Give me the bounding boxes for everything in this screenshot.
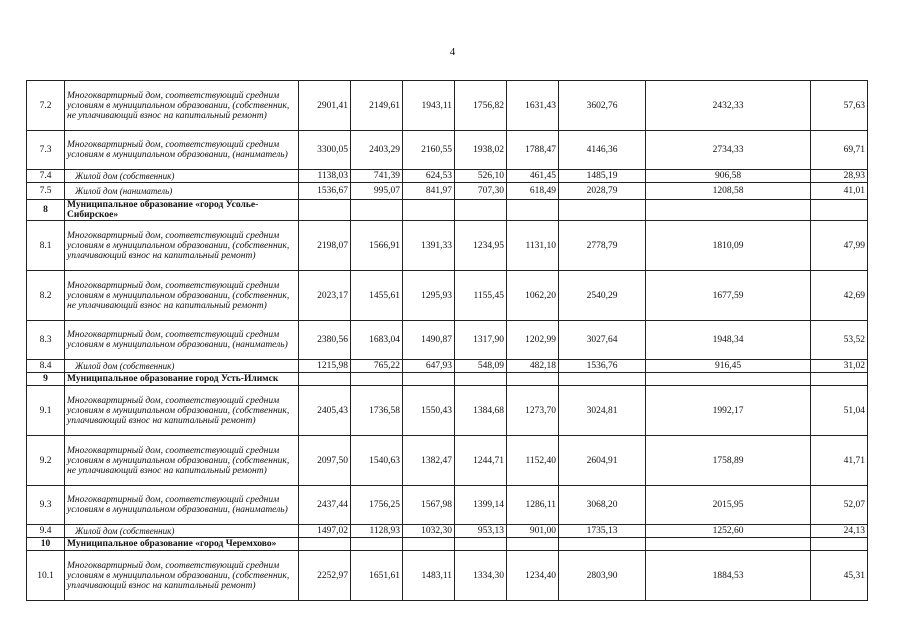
page-number: 4 [449,46,456,58]
value-cell: 1948,34 [646,321,811,360]
value-cell: 2432,33 [646,81,811,131]
value-cell: 2437,44 [299,486,351,525]
value-cell: 3068,20 [559,486,646,525]
value-cell: 624,53 [403,170,455,183]
value-cell: 1735,13 [559,525,646,538]
value-cell: 2149,61 [351,81,403,131]
table-row [27,436,868,486]
empty-cell [811,373,868,386]
value-cell: 526,10 [455,170,507,183]
table-row [27,360,868,373]
value-cell: 41,71 [811,436,868,486]
table-row [27,81,868,131]
value-cell: 3024,81 [559,386,646,436]
value-cell: 2015,95 [646,486,811,525]
row-description: Многоквартирный дом, соответствующий средним условиям в муниципальном образовании, (наниматель) [65,131,299,170]
table-row [27,525,868,538]
value-cell: 53,52 [811,321,868,360]
empty-cell [455,200,507,221]
value-cell: 57,63 [811,81,868,131]
table-row [27,551,868,601]
value-cell: 3300,05 [299,131,351,170]
value-cell: 765,22 [351,360,403,373]
value-cell: 647,93 [403,360,455,373]
table-row [27,486,868,525]
value-cell: 1131,10 [507,221,559,271]
empty-cell [507,373,559,386]
row-code: 8.2 [27,271,65,321]
value-cell: 1455,61 [351,271,403,321]
value-cell: 1992,17 [646,386,811,436]
empty-cell [455,538,507,551]
row-code: 7.2 [27,81,65,131]
empty-cell [299,538,351,551]
value-cell: 2540,29 [559,271,646,321]
row-description: Многоквартирный дом, соответствующий средним условиям в муниципальном образовании, (собственник, не уплачивающий взнос на капитальный ремонт) [65,271,299,321]
table-body [27,81,868,601]
value-cell: 24,13 [811,525,868,538]
value-cell: 1382,47 [403,436,455,486]
row-description: Многоквартирный дом, соответствующий средним условиям в муниципальном образовании, (собственник, уплачивающий взнос на капитальный ремонт) [65,221,299,271]
value-cell: 1736,58 [351,386,403,436]
value-cell: 707,30 [455,183,507,200]
value-cell: 548,09 [455,360,507,373]
value-cell: 1884,53 [646,551,811,601]
empty-cell [351,200,403,221]
table-row [27,183,868,200]
value-cell: 953,13 [455,525,507,538]
table-row [27,221,868,271]
value-cell: 1810,09 [646,221,811,271]
section-code: 9 [27,373,65,386]
section-row [27,373,868,386]
value-cell: 1334,30 [455,551,507,601]
value-cell: 31,02 [811,360,868,373]
empty-cell [299,200,351,221]
section-row [27,538,868,551]
value-cell: 1943,11 [403,81,455,131]
empty-cell [403,200,455,221]
value-cell: 2198,07 [299,221,351,271]
value-cell: 47,99 [811,221,868,271]
row-description: Многоквартирный дом, соответствующий средним условиям в муниципальном образовании, (наниматель) [65,486,299,525]
value-cell: 1062,20 [507,271,559,321]
value-cell: 1155,45 [455,271,507,321]
value-cell: 1384,68 [455,386,507,436]
value-cell: 995,07 [351,183,403,200]
value-cell: 2028,79 [559,183,646,200]
table-row [27,170,868,183]
value-cell: 1252,60 [646,525,811,538]
empty-cell [646,538,811,551]
value-cell: 1490,87 [403,321,455,360]
value-cell: 3027,64 [559,321,646,360]
value-cell: 28,93 [811,170,868,183]
row-description: Жилой дом (собственник) [65,170,299,183]
row-description: Многоквартирный дом, соответствующий средним условиям в муниципальном образовании, (собственник, уплачивающий взнос на капитальный ремонт) [65,386,299,436]
value-cell: 1295,93 [403,271,455,321]
value-cell: 1938,02 [455,131,507,170]
value-cell: 45,31 [811,551,868,601]
value-cell: 1138,03 [299,170,351,183]
value-cell: 1756,25 [351,486,403,525]
value-cell: 2380,56 [299,321,351,360]
empty-cell [455,373,507,386]
row-description: Жилой дом (собственник) [65,360,299,373]
value-cell: 461,45 [507,170,559,183]
value-cell: 1152,40 [507,436,559,486]
value-cell: 2252,97 [299,551,351,601]
value-cell: 1234,95 [455,221,507,271]
value-cell: 1788,47 [507,131,559,170]
empty-cell [351,538,403,551]
empty-cell [507,538,559,551]
table-row [27,386,868,436]
row-code: 9.4 [27,525,65,538]
value-cell: 1273,70 [507,386,559,436]
value-cell: 618,49 [507,183,559,200]
row-description: Жилой дом (собственник) [65,525,299,538]
value-cell: 1399,14 [455,486,507,525]
value-cell: 2405,43 [299,386,351,436]
empty-cell [559,373,646,386]
value-cell: 1677,59 [646,271,811,321]
empty-cell [403,373,455,386]
table-row [27,321,868,360]
value-cell: 1540,63 [351,436,403,486]
row-code: 9.2 [27,436,65,486]
row-code: 7.5 [27,183,65,200]
value-cell: 3602,76 [559,81,646,131]
row-description: Многоквартирный дом, соответствующий средним условиям в муниципальном образовании, (собственник, не уплачивающий взнос на капитальный ремонт) [65,81,299,131]
value-cell: 1128,93 [351,525,403,538]
value-cell: 1244,71 [455,436,507,486]
row-code: 10.1 [27,551,65,601]
row-description: Многоквартирный дом, соответствующий средним условиям в муниципальном образовании, (наниматель) [65,321,299,360]
section-title: Муниципальное образование «город Усолье-Сибирское» [65,200,299,221]
table-row [27,271,868,321]
row-description: Жилой дом (наниматель) [65,183,299,200]
value-cell: 2734,33 [646,131,811,170]
value-cell: 51,04 [811,386,868,436]
row-code: 9.3 [27,486,65,525]
row-code: 9.1 [27,386,65,436]
value-cell: 1631,43 [507,81,559,131]
value-cell: 1567,98 [403,486,455,525]
value-cell: 2778,79 [559,221,646,271]
value-cell: 1483,11 [403,551,455,601]
section-title: Муниципальное образование город Усть-Илимск [65,373,299,386]
empty-cell [559,538,646,551]
value-cell: 1536,67 [299,183,351,200]
section-title: Муниципальное образование «город Черемхово» [65,538,299,551]
empty-cell [507,200,559,221]
empty-cell [811,200,868,221]
value-cell: 1286,11 [507,486,559,525]
row-description: Многоквартирный дом, соответствующий средним условиям в муниципальном образовании, (собственник, не уплачивающий взнос на капитальный ремонт) [65,436,299,486]
row-code: 8.1 [27,221,65,271]
value-cell: 41,01 [811,183,868,200]
empty-cell [811,538,868,551]
row-code: 7.4 [27,170,65,183]
value-cell: 1317,90 [455,321,507,360]
row-code: 8.3 [27,321,65,360]
value-cell: 1485,19 [559,170,646,183]
empty-cell [299,373,351,386]
value-cell: 2023,17 [299,271,351,321]
section-code: 10 [27,538,65,551]
value-cell: 42,69 [811,271,868,321]
empty-cell [351,373,403,386]
empty-cell [403,538,455,551]
value-cell: 2097,50 [299,436,351,486]
value-cell: 1566,91 [351,221,403,271]
value-cell: 906,58 [646,170,811,183]
value-cell: 1536,76 [559,360,646,373]
value-cell: 69,71 [811,131,868,170]
value-cell: 4146,36 [559,131,646,170]
section-code: 8 [27,200,65,221]
row-code: 7.3 [27,131,65,170]
tariff-table [26,80,868,601]
value-cell: 901,00 [507,525,559,538]
value-cell: 1202,99 [507,321,559,360]
value-cell: 482,18 [507,360,559,373]
value-cell: 2803,90 [559,551,646,601]
value-cell: 1683,04 [351,321,403,360]
value-cell: 1550,43 [403,386,455,436]
table-row [27,131,868,170]
value-cell: 52,07 [811,486,868,525]
value-cell: 1234,40 [507,551,559,601]
empty-cell [646,200,811,221]
value-cell: 1391,33 [403,221,455,271]
empty-cell [646,373,811,386]
value-cell: 2160,55 [403,131,455,170]
value-cell: 841,97 [403,183,455,200]
value-cell: 1208,58 [646,183,811,200]
value-cell: 2901,41 [299,81,351,131]
value-cell: 1215,98 [299,360,351,373]
value-cell: 741,39 [351,170,403,183]
value-cell: 1032,30 [403,525,455,538]
value-cell: 1756,82 [455,81,507,131]
section-row [27,200,868,221]
empty-cell [559,200,646,221]
value-cell: 2604,91 [559,436,646,486]
value-cell: 2403,29 [351,131,403,170]
row-description: Многоквартирный дом, соответствующий средним условиям в муниципальном образовании, (собственник, уплачивающий взнос на капитальный ремонт) [65,551,299,601]
value-cell: 916,45 [646,360,811,373]
value-cell: 1758,89 [646,436,811,486]
value-cell: 1497,02 [299,525,351,538]
row-code: 8.4 [27,360,65,373]
value-cell: 1651,61 [351,551,403,601]
